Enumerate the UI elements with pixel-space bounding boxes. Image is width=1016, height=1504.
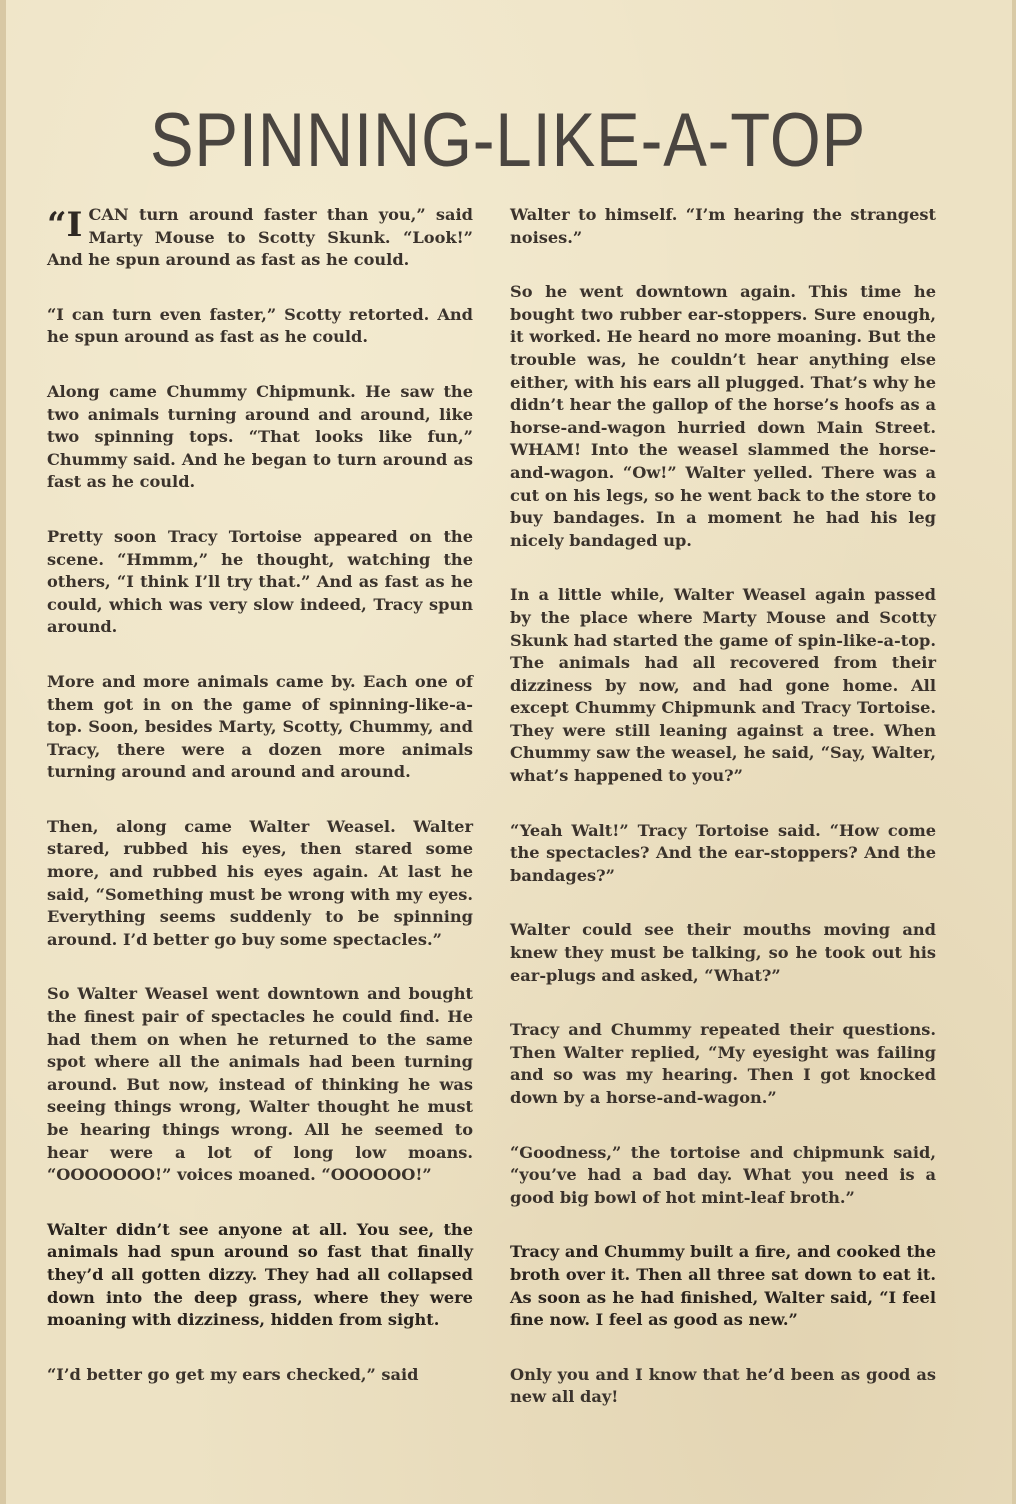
paragraph: Walter didn’t see anyone at all. You see, the animals had spun around so fast that finally they’d all gotten dizzy. They had all collapsed down into the deep grass, where they were moaning with dizziness, hidden from sight.	[47, 1219, 473, 1330]
paragraph: Pretty soon Tracy Tortoise appeared on the scene. “Hmmm,” he thought, watching the others, “I think I’ll try that.” And as fast as he could, which was very slow indeed, Tracy spun around.	[47, 526, 473, 637]
drop-cap: “I	[47, 205, 83, 245]
paragraph: Along came Chummy Chipmunk. He saw the two animals turning around and around, like two spinning tops. “That looks like fun,” Chummy said. And he began to turn around as fast as he could.	[47, 381, 473, 492]
paragraph: “Goodness,” the tortoise and chipmunk said, “you’ve had a bad day. What you need is a good big bowl of hot mint-leaf broth.”	[510, 1142, 936, 1207]
paragraph: “Yeah Walt!” Tracy Tortoise said. “How come the spectacles? And the ear-stoppers? And the bandages?”	[510, 820, 936, 885]
paragraph: “I can turn even faster,” Scotty retorted. And he spun around as fast as he could.	[47, 304, 473, 347]
paragraph: So Walter Weasel went downtown and bought the finest pair of spectacles he could find. He had them on when he returned to the same spot where all the animals had been turning around. But now, instead of thinking he was seeing things wrong, Walter thought he must be hearing things wrong. All he seemed to hear were a lot of long low moans. “OOOOOOO!” voices moaned. “OOOOOO!”	[47, 984, 473, 1185]
paragraph: Only you and I know that he’d been as good as new all day!	[510, 1364, 936, 1407]
paragraph: Tracy and Chummy repeated their questions. Then Walter replied, “My eyesight was failing and so was my hearing. Then I got knocked down by a horse-and-wagon.”	[510, 1020, 936, 1107]
story-title: SPINNING-LIKE-A-TOP	[149, 98, 867, 183]
paragraph: So he went downtown again. This time he bought two rubber ear-stoppers. Sure enough, it worked. He heard no more moaning. But the trouble was, he couldn’t hear anything else either, with his ears all plugged. That’s why he didn’t hear the gallop of the horse’s hoofs as a horse-and-wagon hurried down Main Street. WHAM! Into the weasel slammed the horse-and-wagon. “Ow!” Walter yelled. There was a cut on his legs, so he went back to the store to buy bandages. In a moment he had his leg nicely bandaged up.	[510, 282, 936, 550]
paragraph: “I’d better go get my ears checked,” said	[47, 1364, 419, 1384]
paragraph: Then, along came Walter Weasel. Walter stared, rubbed his eyes, then stared some more, and rubbed his eyes again. At last he said, “Something must be wrong with my eyes. Everything seems suddenly to be spinning around. I’d better go buy some spectacles.”	[47, 816, 473, 949]
paragraph	[47, 204, 473, 272]
paragraph-text: CAN turn around faster than you,” said Marty Mouse to Scotty Skunk. “Look!” And he spun around as fast as he could.	[47, 205, 473, 270]
paragraph: In a little while, Walter Weasel again passed by the place where Marty Mouse and Scotty Skunk had started the game of spin-like-a-top. The animals had all recovered from their dizziness by now, and had gone home. All except Chummy Chipmunk and Tracy Tortoise. They were still leaning against a tree. When Chummy saw the weasel, he said, “Say, Walter, what’s happened to you?”	[510, 585, 936, 786]
right-column	[510, 204, 936, 1409]
paragraph: Tracy and Chummy built a fire, and cooked the broth over it. Then all three sat down to eat it. As soon as he had finished, Walter said, “I feel fine now. I feel as good as new.”	[510, 1242, 936, 1330]
paragraph: Walter could see their mouths moving and knew they must be talking, so he took out his ear-plugs and asked, “What?”	[510, 920, 936, 985]
left-column	[47, 204, 473, 1386]
paragraph: More and more animals came by. Each one of them got in on the game of spinning-like-a-top. Soon, besides Marty, Scotty, Chummy, and Tracy, there were a dozen more animals turning around and around and around.	[47, 671, 473, 782]
paragraph: Walter to himself. “I’m hearing the strangest noises.”	[510, 205, 936, 247]
